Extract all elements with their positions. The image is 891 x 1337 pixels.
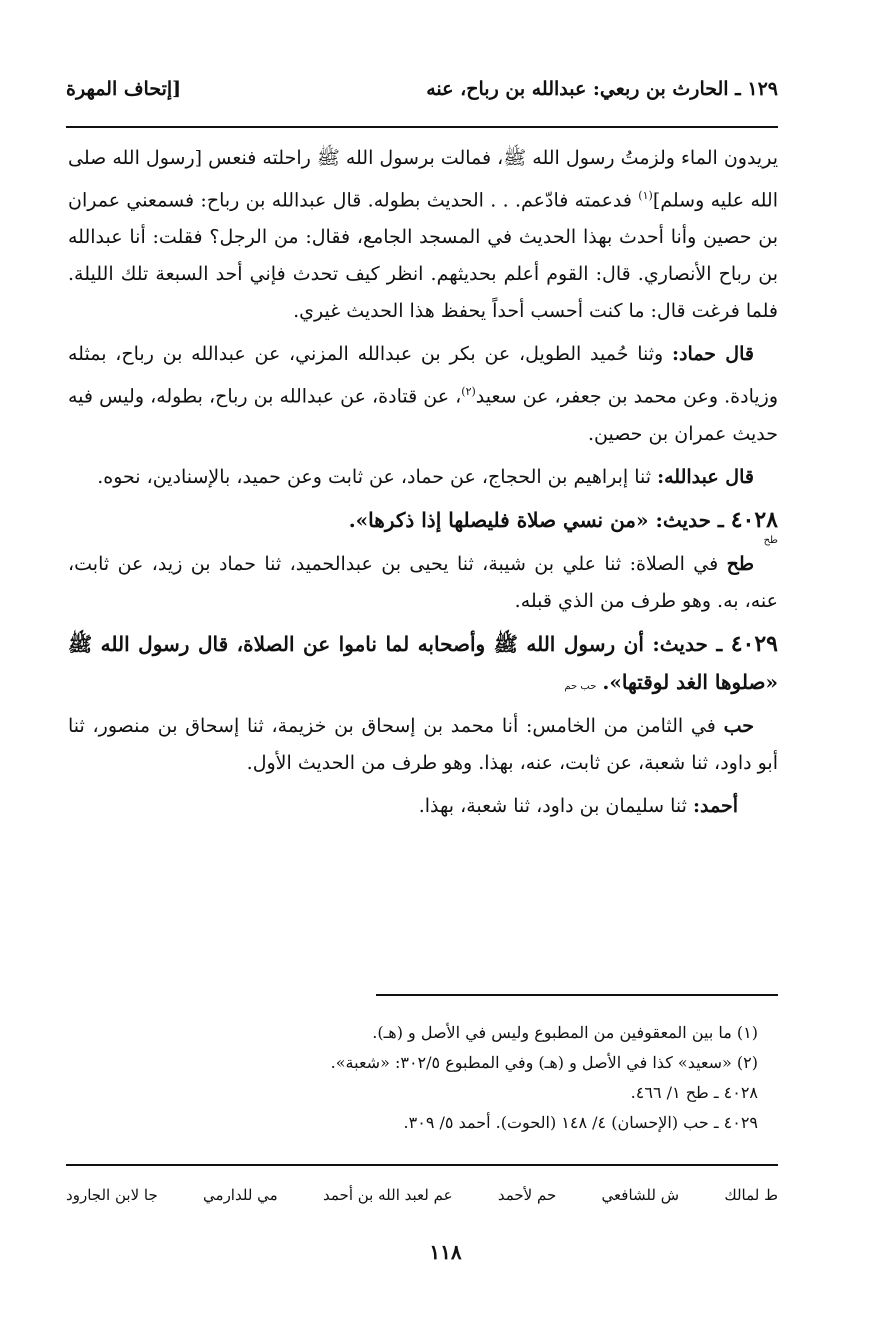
footnote: ٤٠٢٨ ـ طح ١/ ٤٦٦. (630, 1083, 758, 1102)
hadith-4029-heading: ٤٠٢٩ ـ حديث: أن رسول الله ﷺ وأصحابه لما ناموا عن الصلاة، قال رسول الله ﷺ «صلوها الغد لوقتها».حب حم (68, 630, 778, 694)
header-book-title: [إتحاف المهرة (66, 78, 182, 100)
footnote-rule (376, 994, 778, 996)
main-text (68, 140, 778, 837)
footnote-ref-1: (١) (638, 189, 653, 202)
abbreviation: عم لعبد الله بن أحمد (323, 1186, 453, 1204)
paragraph-3: قال عبدالله: ثنا إبراهيم بن الحجاج، عن حماد، عن ثابت وعن حميد، بالإسنادين، نحوه. (97, 465, 754, 488)
header-rule (66, 126, 778, 128)
running-header (66, 78, 778, 114)
paragraph-5: حب في الثامن من الخامس: أنا محمد بن إسحاق بن خزيمة، ثنا إسحاق بن منصور، ثنا أبو داود، ثنا شعبة، عن ثابت، عنه، بهذا. وهو طرف من الحديث الأول. (68, 714, 778, 774)
hadith-4028-heading: ٤٠٢٨ ـ حديث: «من نسي صلاة فليصلها إذا ذكرها». طح (68, 502, 778, 546)
hadith-number: ٤٠٢٩ (730, 630, 778, 657)
footnote: ٤٠٢٩ ـ حب (الإحسان) ٤/ ١٤٨ (الحوت). أحمد ٥/ ٣٠٩. (403, 1113, 758, 1132)
abbreviations-key (66, 1186, 778, 1204)
abbreviations-rule (66, 1164, 778, 1166)
footnote: (١) ما بين المعقوفين من المطبوع وليس في الأصل و (هـ). (372, 1023, 758, 1042)
paragraph-1: يريدون الماء ولزمتُ رسول الله ﷺ، فمالت برسول الله ﷺ راحلته فنعس [رسول الله صلى الله عليه وسلم]$^{(١)}$ فدعمته فادّعم. . . الحديث بطوله. قال عبدالله بن رباح: فسمعني عمران بن حصين وأنا أحدث بهذا الحديث في المسجد الجامع، فقال: من الرجل؟ فقلت: أنا عبدالله بن رباح الأنصاري. قال: القوم أعلم بحديثهم. انظر كيف تحدث فإني أحد السبعة تلك الليلة. فلما فرغت قال: ما كنت أحسب أحداً يحفظ هذا الحديث غيري. (68, 147, 778, 323)
footnotes (68, 1018, 778, 1138)
source-marker: حب حم (564, 680, 597, 692)
abbreviation: ط لمالك (724, 1186, 778, 1204)
abbreviation: حم لأحمد (497, 1186, 557, 1204)
abbreviation: جا لابن الجارود (66, 1186, 158, 1204)
paragraph-2: قال حماد: وثنا حُميد الطويل، عن بكر بن عبدالله المزني، عن عبدالله بن رباح، بمثله وزيادة. وعن محمد بن جعفر، عن سعيد$^{(٢)}$، عن قتادة، عن عبدالله بن رباح، بطوله، وليس فيه حديث عمران بن حصين. (68, 343, 778, 445)
hadith-number: ٤٠٢٨ (730, 506, 778, 533)
paragraph-4: طح في الصلاة: ثنا علي بن شيبة، ثنا يحيى بن عبدالحميد، ثنا حماد بن زيد، عن ثابت، عنه، به. وهو طرف من الذي قبله. (68, 552, 778, 612)
header-chapter-title: ١٢٩ ـ الحارث بن ربعي: عبدالله بن رباح، عنه (426, 78, 778, 100)
abbreviation: ش للشافعي (601, 1186, 680, 1204)
footnote-ref-2: (٢) (461, 385, 476, 399)
source-marker: طح (763, 534, 778, 546)
paragraph-6: أحمد: ثنا سليمان بن داود، ثنا شعبة، بهذا. (418, 794, 738, 817)
abbreviation: مي للدارمي (203, 1186, 278, 1204)
footnote: (٢) «سعيد» كذا في الأصل و (هـ) وفي المطبوع ٣٠٢/٥: «شعبة». (330, 1053, 758, 1072)
page-number: ١١٨ (429, 1240, 462, 1264)
